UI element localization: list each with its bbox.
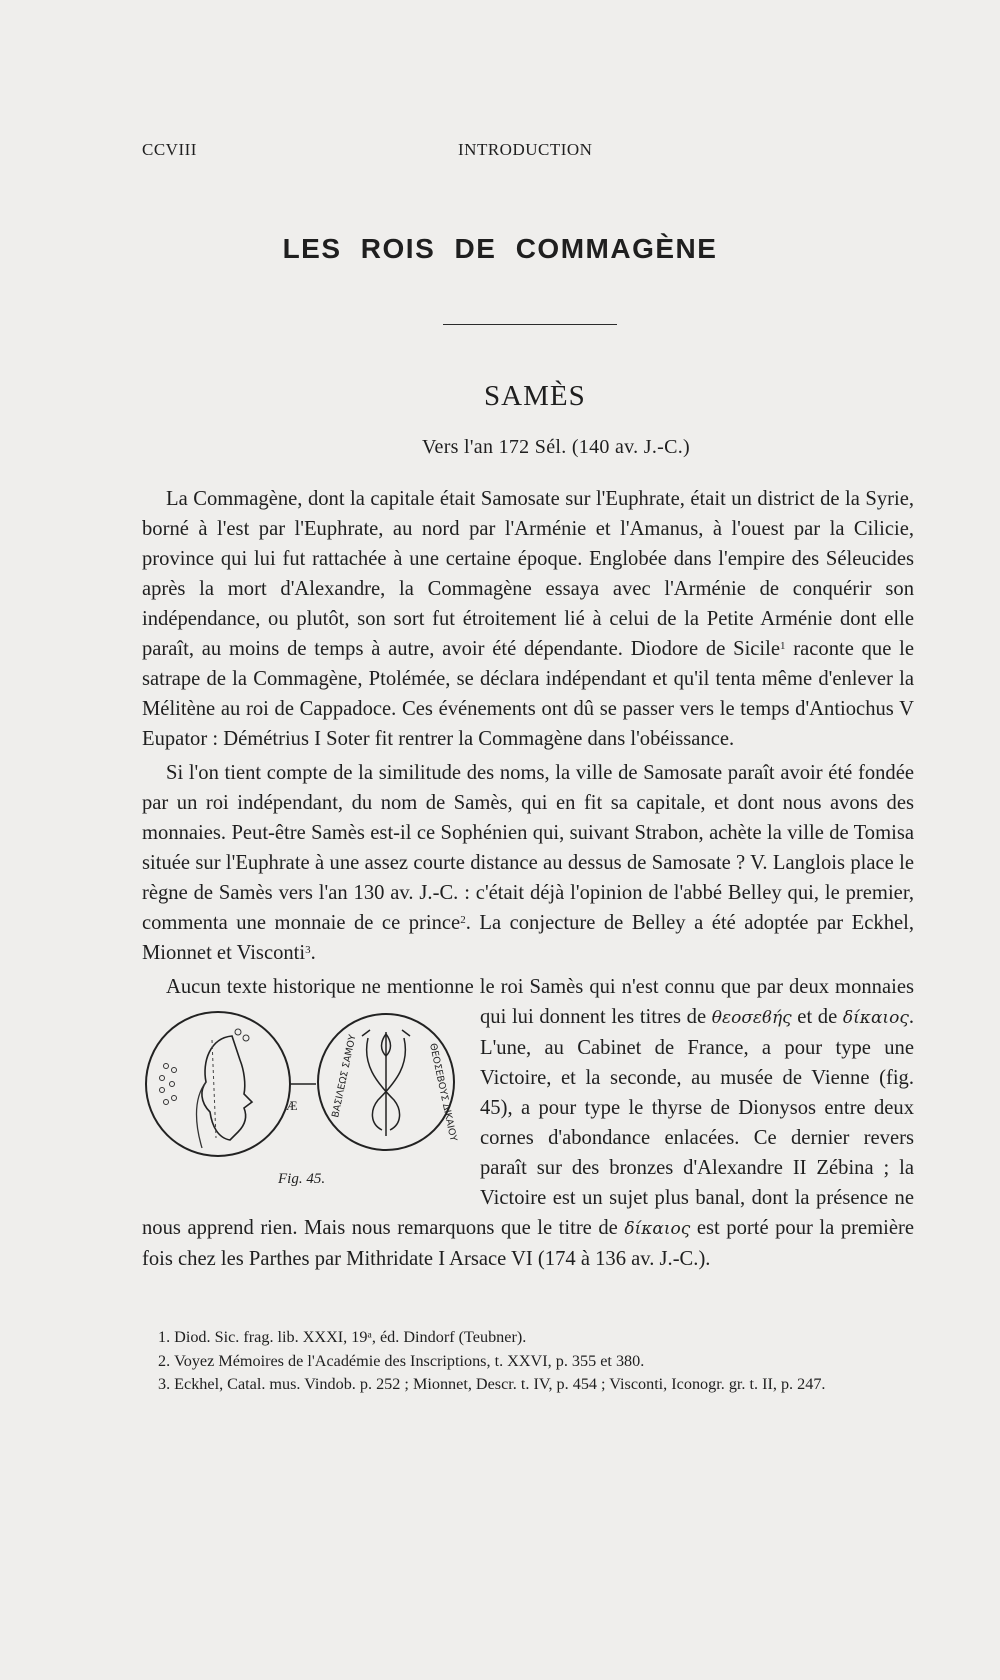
footnote-text: Diod. Sic. frag. lib. XXXI, 19ᵃ, éd. Dindorf (Teubner). xyxy=(174,1328,527,1346)
footnote-ref-2[interactable]: 2 xyxy=(460,914,466,926)
coin-figure xyxy=(140,1008,466,1204)
body-text xyxy=(142,484,914,1274)
p2-text-b: . La conjecture de Belley a été adoptée par Eckhel, Mionnet et Visconti xyxy=(142,912,914,964)
p3-text-a: Aucun texte historique ne mentionne le roi Samès qui n'est connu que par deux monnaies qui lui donnent les titres de xyxy=(166,976,914,1028)
p3-text-b: et de xyxy=(791,1006,843,1028)
coin-obverse-outline xyxy=(146,1012,290,1156)
title-rule xyxy=(443,324,617,325)
greek-title-theosebes: θεοσεϐής xyxy=(711,1008,792,1028)
footnote-ref-3[interactable]: 3 xyxy=(305,944,311,956)
footnote-1 xyxy=(142,1326,914,1349)
reverse-legend-right: ΘΕΟΣΕΒΟΥΣ ΔΙΚΑΙΟΥ xyxy=(427,1042,459,1143)
chapter-title: LES ROIS DE COMMAGÈNE xyxy=(282,233,718,264)
greek-title-dikaios-2: δίκαιος xyxy=(624,1219,691,1239)
footnote-2 xyxy=(142,1350,914,1373)
king-head-profile xyxy=(202,1036,252,1140)
section-heading: SAMÈS xyxy=(484,380,586,412)
footnote-number: 1. xyxy=(158,1328,171,1346)
thyrsus-cornucopiae xyxy=(362,1030,410,1136)
figure-caption: Fig. 45. xyxy=(278,1171,326,1187)
running-head xyxy=(142,140,914,162)
page-folio: CCVIII xyxy=(142,140,197,159)
laurel-ornament xyxy=(160,1064,177,1105)
p2-text-a: Si l'on tient compte de la similitude des noms, la ville de Samosate paraît avoir été fondée par un roi indépendant, du nom de Samès, qui en fit sa capitale, et dont nous avons des monnaies. Peut-être Samès est-il ce Sophénien qui, suivant Strabon, achète la ville de Tomisa située sur l'Euphrate à une assez courte distance au dessus de Samosate ? V. Langlois place le règne de Samès vers l'an 130 av. J.-C. : c'était déjà l'opinion de l'abbé Belley qui, le premier, commenta une monnaie de ce prince xyxy=(142,762,914,934)
section-dateline: Vers l'an 172 Sél. (140 av. J.-C.) xyxy=(422,436,691,458)
p3-text-d: est porté pour la première fois chez les Parthes par Mithridate I Arsace VI (174 à 136 av. J.-C.). xyxy=(142,1217,915,1270)
footnote-text: Eckhel, Catal. mus. Vindob. p. 252 ; Mionnet, Descr. t. IV, p. 454 ; Visconti, Iconogr. gr. t. II, p. 247. xyxy=(174,1375,826,1393)
footnote-number: 3. xyxy=(158,1375,171,1393)
footnote-number: 2. xyxy=(158,1351,171,1370)
paragraph-1 xyxy=(142,484,914,754)
paragraph-3 xyxy=(142,972,914,1274)
footnotes xyxy=(142,1326,914,1397)
p1-text-b: raconte que le satrape de la Commagène, Ptolémée, se déclara indépendant et qu'il tenta même d'enlever la Mélitène au roi de Cappadoce. Ces événements ont dû se passer vers le temps d'Antiochus V Eupator : Démétrius I Soter fit rentrer la Commagène dans l'obéissance. xyxy=(142,638,914,750)
paragraph-2 xyxy=(142,758,914,968)
greek-title-dikaios: δίκαιος xyxy=(842,1008,909,1028)
metal-mark: Æ xyxy=(286,1098,298,1113)
footnote-text: Voyez Mémoires de l'Académie des Inscriptions, t. XXVI, p. 355 et 380. xyxy=(174,1351,645,1370)
reverse-legend-left: ΒΑΣΙΛΕΩΣ ΣΑΜΟΥ xyxy=(330,1033,359,1119)
p2-text-c: . xyxy=(310,942,316,964)
p3-text-c: . L'une, au Cabinet de France, a pour type une Victoire, et la seconde, au musée de Vienne (fig. 45), a pour type le thyrse de Dionysos entre deux cornes d'abondance enlacées. Ce dernier revers paraît sur des bronzes d'Alexandre II Zébina ; la Victoire est un sujet plus banal, dont la présence ne nous apprend rien. Mais nous remarquons que le titre de xyxy=(142,1006,914,1239)
p1-text-a: La Commagène, dont la capitale était Samosate sur l'Euphrate, était un district de la Syrie, borné à l'est par l'Euphrate, au nord par l'Arménie et l'Amanus, à l'ouest par la Cilicie, province qui lui fut rattachée à une certaine époque. Englobée dans l'empire des Séleucides après la mort d'Alexandre, la Commagène essaya avec l'Arménie de conquérir son indépendance, ou plutôt, son sort fut étroitement lié à celui de la Petite Arménie dont elle paraît, au moins de temps à autre, avoir été dépendante. Diodore de Sicile xyxy=(142,488,914,660)
footnote-ref-1[interactable]: 1 xyxy=(780,640,786,652)
footnote-3 xyxy=(142,1373,914,1396)
running-head-title: INTRODUCTION xyxy=(458,140,593,159)
